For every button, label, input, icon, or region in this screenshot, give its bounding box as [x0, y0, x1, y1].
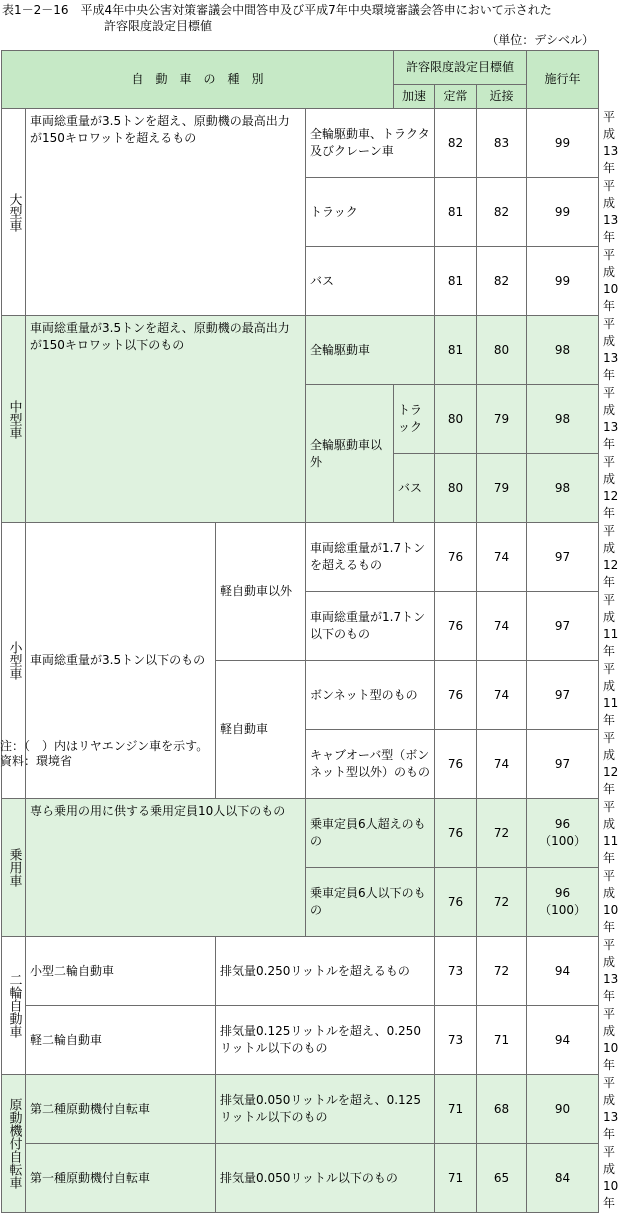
- vehicle-name: 第一種原動機付自転車: [26, 1144, 216, 1213]
- close-value: 99: [527, 109, 599, 178]
- steady-value: 79: [477, 454, 527, 523]
- table-row: 乗車定員6人以下のもの 76 72 96 （100） 平成10年: [2, 868, 599, 937]
- accel-value: 71: [435, 1144, 477, 1213]
- unit-label: （単位：デシベル）: [486, 33, 594, 47]
- table-row: バス 80 79 98 平成12年: [2, 454, 599, 523]
- close-value: 97: [527, 592, 599, 661]
- steady-value: 72: [477, 937, 527, 1006]
- category-large: 大型車: [2, 109, 26, 316]
- vehicle-name: 小型二輪自動車: [26, 937, 216, 1006]
- steady-value: 74: [477, 730, 527, 799]
- vehicle-type: バス: [306, 247, 435, 316]
- header-target: 許容限度設定目標値: [394, 51, 527, 85]
- vehicle-type: 乗車定員6人以下のもの: [306, 868, 435, 937]
- close-value: 94: [527, 937, 599, 1006]
- steady-value: 74: [477, 523, 527, 592]
- non-light-label: 軽自動車以外: [216, 523, 306, 661]
- vehicle-type: 車両総重量が1.7トン以下のもの: [306, 592, 435, 661]
- close-value: 90: [527, 1075, 599, 1144]
- close-value: 94: [527, 1006, 599, 1075]
- close-value: 96 （100）: [527, 799, 599, 868]
- small-description: 車両総重量が3.5トン以下のもの: [26, 523, 216, 799]
- category-small: 小型車: [2, 523, 26, 799]
- header-steady: 定常: [435, 85, 477, 109]
- header-category: 自 動 車 の 種 別: [2, 51, 394, 109]
- close-value: 97: [527, 523, 599, 592]
- vehicle-type: 排気量0.125リットルを超え、0.250リットル以下のもの: [216, 1006, 435, 1075]
- accel-value: 76: [435, 868, 477, 937]
- non-awd-label: 全輪駆動車以外: [306, 385, 394, 523]
- vehicle-type: 全輪駆動車、トラクタ及びクレーン車: [306, 109, 435, 178]
- accel-value: 76: [435, 730, 477, 799]
- category-medium: 中型車: [2, 316, 26, 523]
- accel-value: 76: [435, 592, 477, 661]
- steady-value: 74: [477, 661, 527, 730]
- table-row: キャブオーバ型（ボンネット型以外）のもの 76 74 97 平成12年: [2, 730, 599, 799]
- vehicle-type: バス: [394, 454, 435, 523]
- close-value: 99: [527, 247, 599, 316]
- steady-value: 82: [477, 178, 527, 247]
- steady-value: 65: [477, 1144, 527, 1213]
- accel-value: 76: [435, 661, 477, 730]
- vehicle-type: 排気量0.250リットルを超えるもの: [216, 937, 435, 1006]
- accel-value: 71: [435, 1075, 477, 1144]
- vehicle-type: 排気量0.050リットルを超え、0.125リットル以下のもの: [216, 1075, 435, 1144]
- title-line-1: 表1－2－16 平成4年中央公害対策審議会中間答申及び平成7年中央環境審議会答申において示された: [2, 3, 552, 17]
- close-value: 84: [527, 1144, 599, 1213]
- vehicle-type: 乗車定員6人超えのもの: [306, 799, 435, 868]
- accel-value: 81: [435, 247, 477, 316]
- vehicle-type: 車両総重量が1.7トンを超えるもの: [306, 523, 435, 592]
- table-row: 中型車 車両総重量が3.5トンを超え、原動機の最高出力が150キロワット以下のもの 全輪駆動車 81 80 98 平成13年: [2, 316, 599, 385]
- category-two-wheel: 二輪自動車: [2, 937, 26, 1075]
- large-description: 車両総重量が3.5トンを超え、原動機の最高出力が150キロワットを超えるもの: [26, 109, 306, 316]
- steady-value: 72: [477, 799, 527, 868]
- close-value: 97: [527, 730, 599, 799]
- vehicle-type: トラック: [394, 385, 435, 454]
- footnote: 注：（ ）内はリヤエンジン車を示す。: [0, 739, 209, 753]
- table-row: 車両総重量が1.7トン以下のもの 76 74 97 平成11年: [2, 592, 599, 661]
- accel-value: 76: [435, 799, 477, 868]
- close-value: 98: [527, 385, 599, 454]
- light-label: 軽自動車: [216, 661, 306, 799]
- steady-value: 79: [477, 385, 527, 454]
- accel-value: 81: [435, 316, 477, 385]
- header-accel: 加速: [394, 85, 435, 109]
- vehicle-type: トラック: [306, 178, 435, 247]
- steady-value: 82: [477, 247, 527, 316]
- vehicle-type: ボンネット型のもの: [306, 661, 435, 730]
- header-year: 施行年: [527, 51, 599, 109]
- steady-value: 71: [477, 1006, 527, 1075]
- accel-value: 80: [435, 385, 477, 454]
- table-row: 大型車 車両総重量が3.5トンを超え、原動機の最高出力が150キロワットを超えるもの 全輪駆動車、トラクタ及びクレーン車 82 83 99 平成13年: [2, 109, 599, 178]
- category-passenger: 乗用車: [2, 799, 26, 937]
- vehicle-name: 第二種原動機付自転車: [26, 1075, 216, 1144]
- accel-value: 73: [435, 1006, 477, 1075]
- accel-value: 81: [435, 178, 477, 247]
- source-note: 資料：環境省: [0, 754, 73, 768]
- category-moped: 原動機付自転車: [2, 1075, 26, 1213]
- table-title: [2, 2, 598, 34]
- steady-value: 83: [477, 109, 527, 178]
- medium-description: 車両総重量が3.5トンを超え、原動機の最高出力が150キロワット以下のもの: [26, 316, 306, 523]
- table-row: 全輪駆動車以外 トラック 80 79 98 平成13年: [2, 385, 599, 454]
- table-row: 二輪自動車 小型二輪自動車 排気量0.250リットルを超えるもの 73 72 94 平成13年: [2, 937, 599, 1006]
- vehicle-name: 軽二輪自動車: [26, 1006, 216, 1075]
- steady-value: 68: [477, 1075, 527, 1144]
- header-close: 近接: [477, 85, 527, 109]
- table-row: トラック 81 82 99 平成13年: [2, 178, 599, 247]
- table-row: 乗用車 専ら乗用の用に供する乗用定員10人以下のもの 乗車定員6人超えのもの 76 72 96 （100） 平成11年: [2, 799, 599, 868]
- close-value: 99: [527, 178, 599, 247]
- accel-value: 73: [435, 937, 477, 1006]
- accel-value: 80: [435, 454, 477, 523]
- table-row: 軽自動車 ボンネット型のもの 76 74 97 平成11年: [2, 661, 599, 730]
- table-row: 小型車 車両総重量が3.5トン以下のもの 軽自動車以外 車両総重量が1.7トンを超えるもの 76 74 97 平成12年: [2, 523, 599, 592]
- steady-value: 74: [477, 592, 527, 661]
- close-value: 97: [527, 661, 599, 730]
- close-value: 98: [527, 454, 599, 523]
- vehicle-type: 全輪駆動車: [306, 316, 435, 385]
- close-value: 96 （100）: [527, 868, 599, 937]
- vehicle-type: キャブオーバ型（ボンネット型以外）のもの: [306, 730, 435, 799]
- vehicle-type: 排気量0.050リットル以下のもの: [216, 1144, 435, 1213]
- accel-value: 76: [435, 523, 477, 592]
- steady-value: 80: [477, 316, 527, 385]
- title-line-2: 許容限度設定目標値: [104, 19, 213, 33]
- passenger-description: 専ら乗用の用に供する乗用定員10人以下のもの: [26, 799, 306, 937]
- table-row: 第一種原動機付自転車 排気量0.050リットル以下のもの 71 65 84 平成10年: [2, 1144, 599, 1213]
- table-row: 軽二輪自動車 排気量0.125リットルを超え、0.250リットル以下のもの 73 71 94 平成10年: [2, 1006, 599, 1075]
- steady-value: 72: [477, 868, 527, 937]
- close-value: 98: [527, 316, 599, 385]
- table-row: バス 81 82 99 平成10年: [2, 247, 599, 316]
- accel-value: 82: [435, 109, 477, 178]
- noise-limit-table: [1, 50, 618, 1213]
- table-row: 原動機付自転車 第二種原動機付自転車 排気量0.050リットルを超え、0.125リットル以下のもの 71 68 90 平成13年: [2, 1075, 599, 1144]
